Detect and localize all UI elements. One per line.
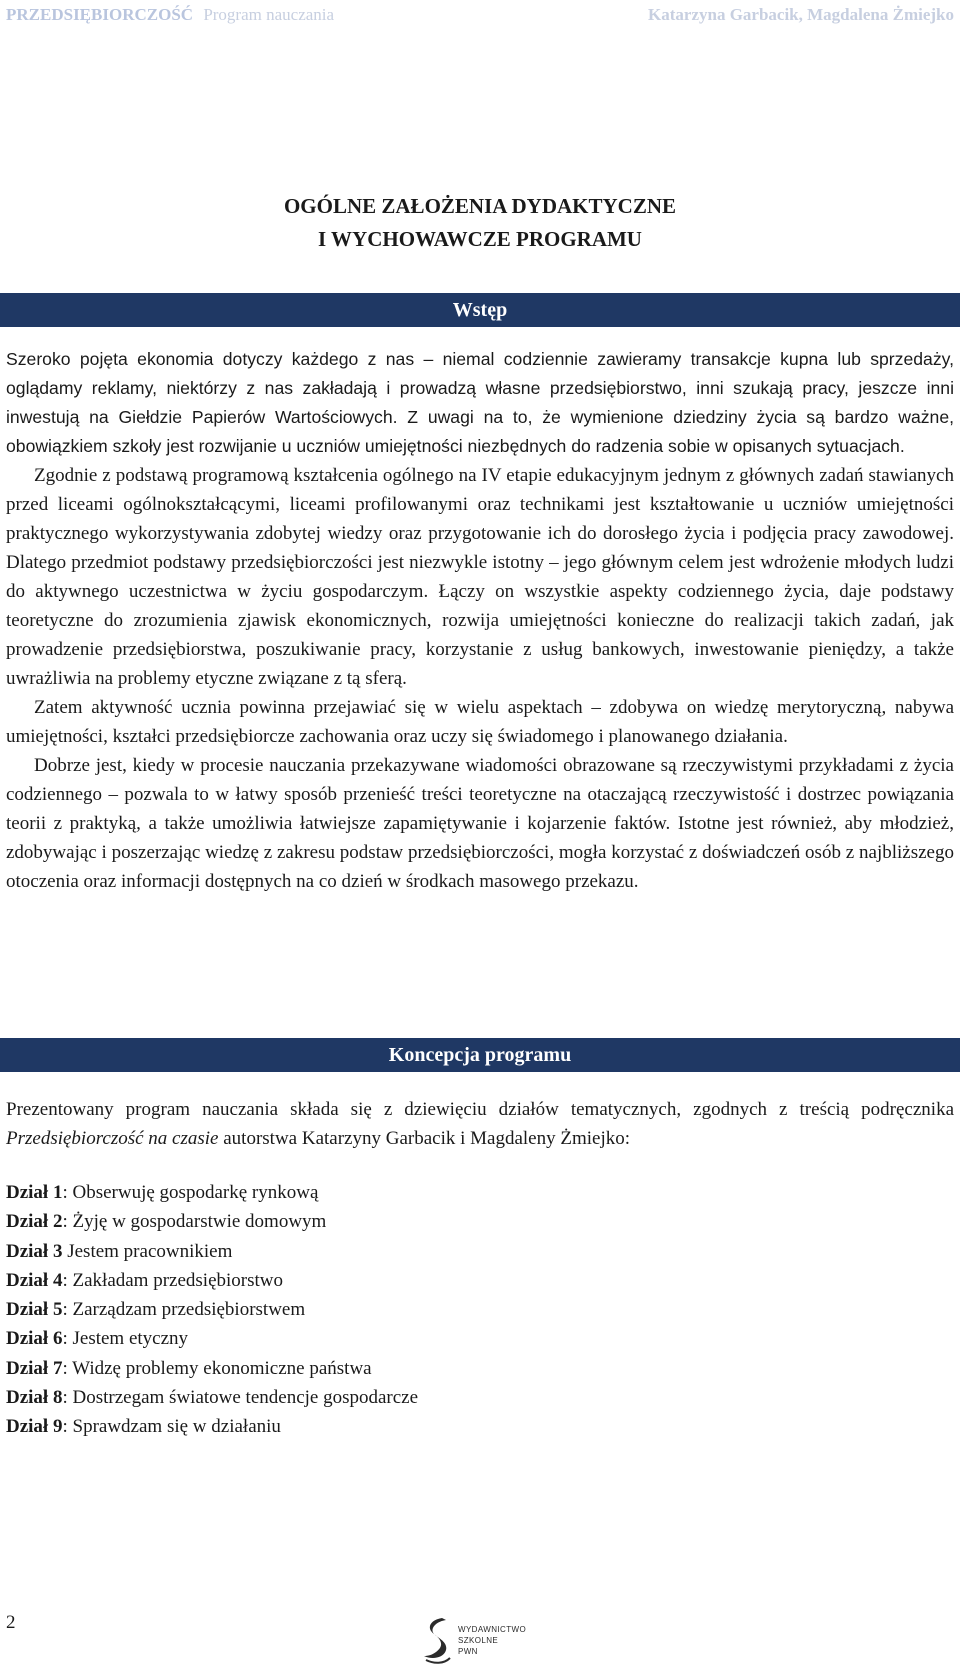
chapter-title: Obserwuję gospodarkę rynkową: [72, 1182, 319, 1203]
chapter-label: Dział 1: [6, 1182, 63, 1203]
book-title: Przedsiębiorczość na czasie: [6, 1128, 219, 1149]
paragraph-1: [6, 345, 954, 461]
chapter-title: Zarządzam przedsiębiorstwem: [72, 1299, 306, 1321]
section-koncepcja-intro: [6, 1095, 954, 1153]
header-subtitle: Program nauczania: [203, 5, 335, 24]
koncepcja-intro-paragraph: [6, 1095, 954, 1153]
publisher-logo: [420, 1614, 570, 1666]
header-authors: Katarzyna Garbacik, Magdalena Żmiejko: [648, 5, 954, 24]
chapter-label: Dział 6: [6, 1328, 63, 1350]
page-header: [6, 5, 954, 33]
intro-text-a: Prezentowany program nauczania składa się z dziewięciu działów tematycznych, zgodnych z treścią podręcznika: [6, 1099, 954, 1120]
header-brand: PRZEDSIĘBIORCZOŚĆ: [6, 5, 194, 24]
page-title-line-2: I WYCHOWAWCZE PROGRAMU: [318, 227, 642, 251]
chapter-title: Jestem etyczny: [72, 1328, 189, 1350]
chapter-label: Dział 9: [6, 1416, 63, 1438]
list-item: Dział 5: Zarządzam przedsiębiorstwem: [6, 1299, 306, 1321]
chapter-title: Dostrzegam światowe tendencje gospodarcze: [72, 1387, 419, 1409]
list-item: Dział 1: Obserwuję gospodarkę rynkową: [6, 1182, 319, 1203]
chapter-title: Jestem pracownikiem: [67, 1240, 233, 1262]
paragraph-4: Dobrze jest, kiedy w procesie nauczania przekazywane wiadomości obrazowane są rzeczywistymi przykładami z życia codziennego – pozwala to w łatwy sposób przenieść treści teoretyczne na otaczającą rzeczywistość i dostrzec powiązania teorii z praktyką, a także umożliwia łatwiejsze zapamiętywanie i kojarzenie faktów. Istotne jest również, aby młodzież, zdobywając i poszerzając wiedzę z zakresu podstaw przedsiębiorczości, mogła korzystać z doświadczeń osób z najbliższego otoczenia oraz informacji dostępnych na co dzień w środkach masowego przekazu.: [6, 755, 954, 892]
section-wstep-body: [6, 345, 954, 896]
list-item: Dział 4: Zakładam przedsiębiorstwo: [6, 1269, 284, 1291]
section-heading-wstep: Wstęp: [0, 293, 960, 327]
chapter-title: Widzę problemy ekonomiczne państwa: [72, 1357, 372, 1379]
intro-text-b: autorstwa Katarzyny Garbacik i Magdaleny Żmiejko:: [218, 1128, 631, 1149]
list-item: [6, 1237, 418, 1266]
chapter-title: Żyję w gospodarstwie domowym: [72, 1211, 327, 1233]
list-item: Dział 8: Dostrzegam światowe tendencje gospodarcze: [6, 1387, 419, 1409]
paragraph-1-sans-part: Szeroko pojęta ekonomia dotyczy każdego z nas – niemal codziennie zawieramy transakcje kupna lub sprzedaży, oglądamy reklamy, niektórzy z nas zakładają i prowadzą własne przedsiębiorstwo, inni szukają pracy, jeszcze inni inwestują na Giełdzie Papierów Wartościowych.: [6, 349, 954, 427]
chapter-title: Sprawdzam się w działaniu: [72, 1416, 281, 1438]
chapter-label: Dział 2: [6, 1211, 63, 1233]
paragraph-2: Zgodnie z podstawą programową kształcenia ogólnego na IV etapie edukacyjnym jednym z głównych zadań stawianych przed liceami ogólnokształcącymi, liceami profilowanymi oraz technikami jest kształtowanie u uczniów umiejętności praktycznego wykorzystywania zdobytej wiedzy oraz przygotowanie ich do dorosłego życia i podjęcia pracy zawodowej. Dlatego przedmiot podstawy przedsiębiorczości jest niezwykle istotny – jego głównym celem jest wdrożenie młodych ludzi do aktywnego uczestnictwa w życiu gospodarczym. Łączy on wszystkie aspekty codziennego życia, daje podstawy teoretyczne do zrozumienia zjawisk ekonomicznych, rozwija umiejętności konieczne do realizacji takich zadań, jak prowadzenie przedsiębiorstwa, poszukiwanie pracy, korzystanie z usług bankowych, inwestowanie pieniędzy, a także uwrażliwia na problemy etyczne związane z tą sferą.: [6, 465, 954, 689]
chapter-title: Zakładam przedsiębiorstwo: [72, 1269, 284, 1291]
list-item: Dział 2: Żyję w gospodarstwie domowym: [6, 1211, 327, 1233]
chapter-label: Dział 4: [6, 1269, 63, 1291]
publisher-logo-icon: [420, 1614, 454, 1666]
list-item: Dział 9: Sprawdzam się w działaniu: [6, 1416, 281, 1438]
page-title-line-1: OGÓLNE ZAŁOŻENIA DYDAKTYCZNE: [283, 194, 677, 218]
paragraph-1-continuation: Z uwagi na to, że wymienione dziedziny życia są bardzo ważne, obowiązkiem szkoły jest rozwijanie u uczniów umiejętności niezbędnych do radzenia sobie w opisanych sytuacjach.: [6, 407, 954, 456]
list-item: Dział 7: Widzę problemy ekonomiczne państwa: [6, 1357, 372, 1379]
chapter-label: Dział 3: [6, 1240, 63, 1262]
chapter-label: Dział 5: [6, 1299, 63, 1321]
paragraph-3: Zatem aktywność ucznia powinna przejawiać się w wielu aspektach – zdobywa on wiedzę merytoryczną, nabywa umiejętności, kształci przedsiębiorcze zachowania oraz uczy się świadomego i planowanego działania.: [6, 697, 954, 747]
chapter-label: Dział 8: [6, 1387, 63, 1409]
chapter-label: Dział 7: [6, 1357, 63, 1379]
list-item: Dział 6: Jestem etyczny: [6, 1328, 189, 1350]
section-heading-koncepcja: Koncepcja programu: [0, 1038, 960, 1072]
page-title: [0, 190, 960, 256]
chapter-list: [6, 1178, 418, 1442]
page-number: 2: [6, 1612, 16, 1633]
publisher-name: WYDAWNICTWO SZKOLNE PWN: [458, 1625, 527, 1656]
